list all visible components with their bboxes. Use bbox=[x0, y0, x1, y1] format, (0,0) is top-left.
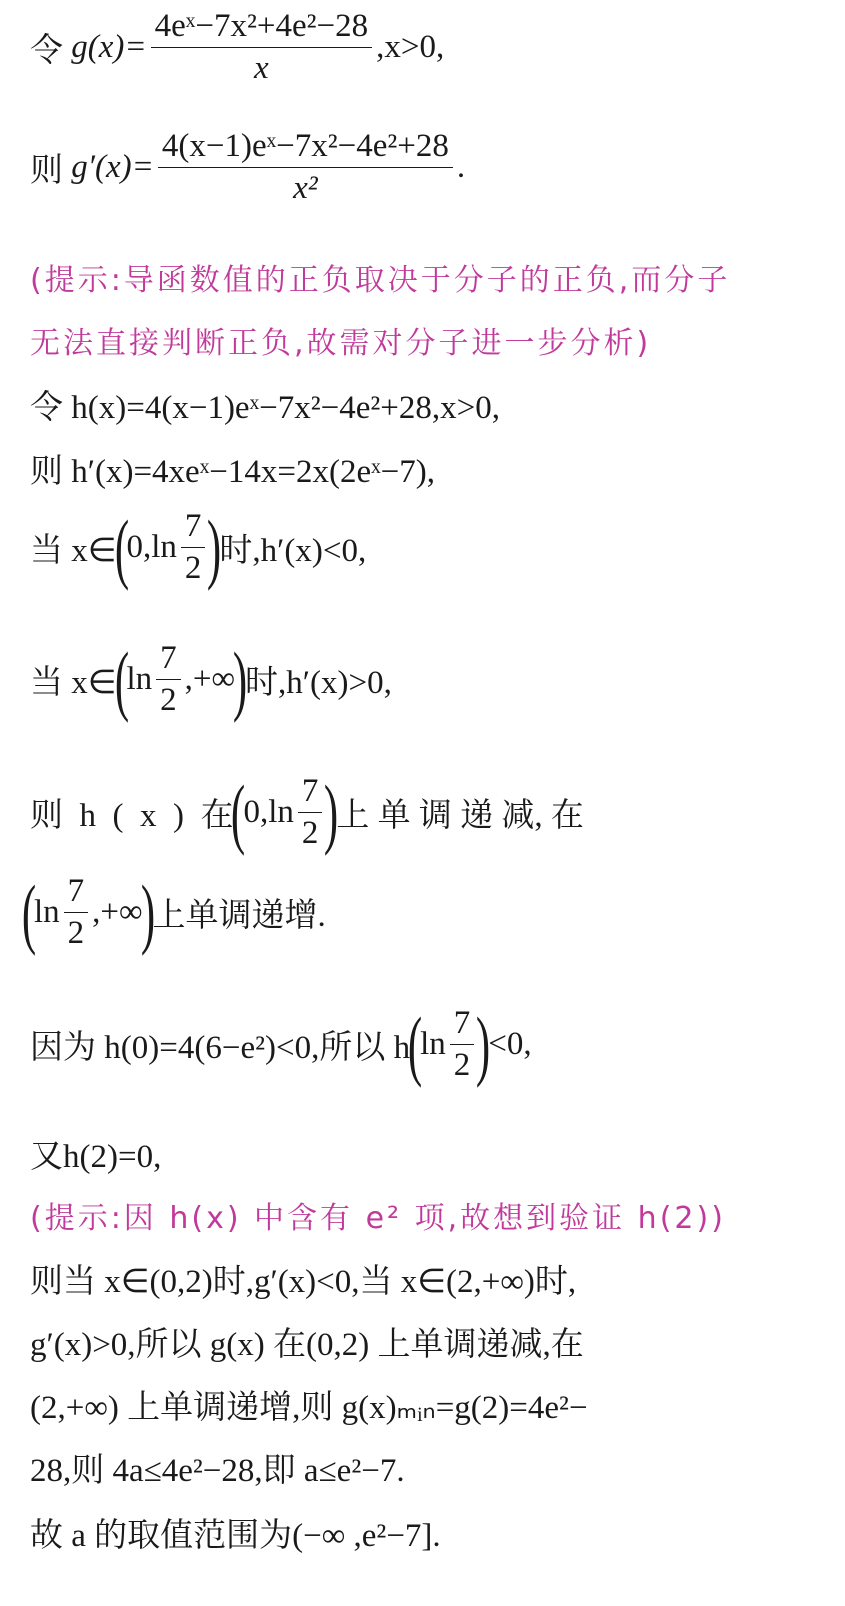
line-h2: 又h(2)=0, bbox=[30, 1139, 162, 1175]
fraction bbox=[450, 1005, 475, 1084]
text: 0,ln bbox=[243, 794, 294, 830]
text: 0,ln bbox=[126, 529, 177, 565]
denominator: 2 bbox=[453, 1047, 471, 1083]
text: 令 bbox=[30, 33, 63, 69]
text: g(x)= bbox=[71, 29, 147, 65]
text: <0, bbox=[488, 1026, 532, 1062]
text: 上单调递增. bbox=[152, 898, 326, 934]
text: ln bbox=[126, 661, 153, 697]
line-h-def: 令 h(x)=4(x−1)eˣ−7x²−4e²+28,x>0, bbox=[30, 390, 500, 426]
line-interval-increasing: 当 x∈ ( ln $\frac{7}{2}$ ,+∞ ) 时,h′(x)>0, bbox=[30, 635, 392, 723]
fraction bbox=[156, 640, 181, 719]
text: g′(x)= bbox=[71, 149, 154, 185]
text: 时,h′(x)>0, bbox=[245, 665, 392, 701]
numerator: 7 bbox=[67, 873, 85, 909]
text: 时,h′(x)<0, bbox=[219, 533, 367, 569]
text: 上 单 调 递 减, 在 bbox=[336, 798, 584, 834]
line-conclusion-2: g′(x)>0,所以 g(x) 在(0,2) 上单调递减,在 bbox=[30, 1327, 584, 1363]
text: ln bbox=[420, 1026, 446, 1062]
text: ,+∞ bbox=[184, 661, 236, 697]
line-monotonic-increasing: ( ln $\frac{7}{2}$ ,+∞ ) 上单调递增. bbox=[21, 868, 326, 956]
numerator: 7 bbox=[301, 773, 319, 809]
text: ,x>0, bbox=[376, 29, 445, 65]
numerator: 7 bbox=[184, 508, 202, 544]
hint-text: (提示:因 h(x) 中含有 e² 项,故想到验证 h(2)) bbox=[30, 1201, 726, 1236]
denominator: 2 bbox=[301, 815, 319, 851]
text: 当 x∈ bbox=[30, 533, 117, 569]
fraction bbox=[151, 8, 372, 87]
line-h-values: 因为 h(0)=4(6−e²)<0,所以 h ( ln $\frac{7}{2}$ ) <0, bbox=[30, 1000, 532, 1088]
text: 当 x∈ bbox=[30, 665, 117, 701]
line-g-def bbox=[30, 8, 825, 87]
numerator: 7 bbox=[160, 640, 177, 676]
text: . bbox=[456, 149, 466, 185]
text: 则 h ( x ) 在 bbox=[30, 798, 234, 834]
text: 因为 h(0)=4(6−e²)<0,所以 h bbox=[30, 1030, 411, 1066]
line-conclusion-3: (2,+∞) 上单调递增,则 g(x)ₘᵢₙ=g(2)=4e²− bbox=[30, 1390, 588, 1426]
line-answer: 故 a 的取值范围为(−∞ ,e²−7]. bbox=[30, 1518, 441, 1554]
denominator: 2 bbox=[160, 682, 177, 718]
hint-text: 无法直接判断正负,故需对分子进一步分析) bbox=[30, 326, 652, 361]
text: ,+∞ bbox=[92, 894, 143, 930]
text: ln bbox=[33, 894, 60, 930]
denominator: x² bbox=[293, 170, 318, 206]
hint-text: (提示:导函数值的正负取决于分子的正负,而分子 bbox=[30, 263, 731, 298]
numerator: 4eˣ−7x²+4e²−28 bbox=[154, 8, 369, 44]
line-conclusion-4: 28,则 4a≤4e²−28,即 a≤e²−7. bbox=[30, 1453, 405, 1489]
line-interval-decreasing: 当 x∈ ( 0,ln $\frac{7}{2}$ ) 时,h′(x)<0, bbox=[30, 503, 367, 591]
denominator: 2 bbox=[67, 915, 85, 951]
denominator: x bbox=[254, 50, 269, 86]
text: 则 bbox=[30, 153, 63, 189]
numerator: 7 bbox=[453, 1005, 471, 1041]
denominator: 2 bbox=[184, 550, 202, 586]
line-monotonic-decreasing: 则 h ( x ) 在 ( 0,ln $\frac{7}{2}$ ) 上 单 调 递 减, 在 bbox=[30, 768, 584, 856]
line-g-derivative bbox=[30, 128, 825, 207]
line-h-derivative: 则 h′(x)=4xeˣ−14x=2x(2eˣ−7), bbox=[30, 454, 435, 490]
fraction bbox=[298, 773, 323, 852]
line-conclusion-1: 则当 x∈(0,2)时,g′(x)<0,当 x∈(2,+∞)时, bbox=[30, 1264, 577, 1300]
fraction bbox=[181, 508, 206, 587]
fraction bbox=[64, 873, 89, 952]
numerator: 4(x−1)eˣ−7x²−4e²+28 bbox=[161, 128, 449, 164]
fraction bbox=[158, 128, 453, 207]
